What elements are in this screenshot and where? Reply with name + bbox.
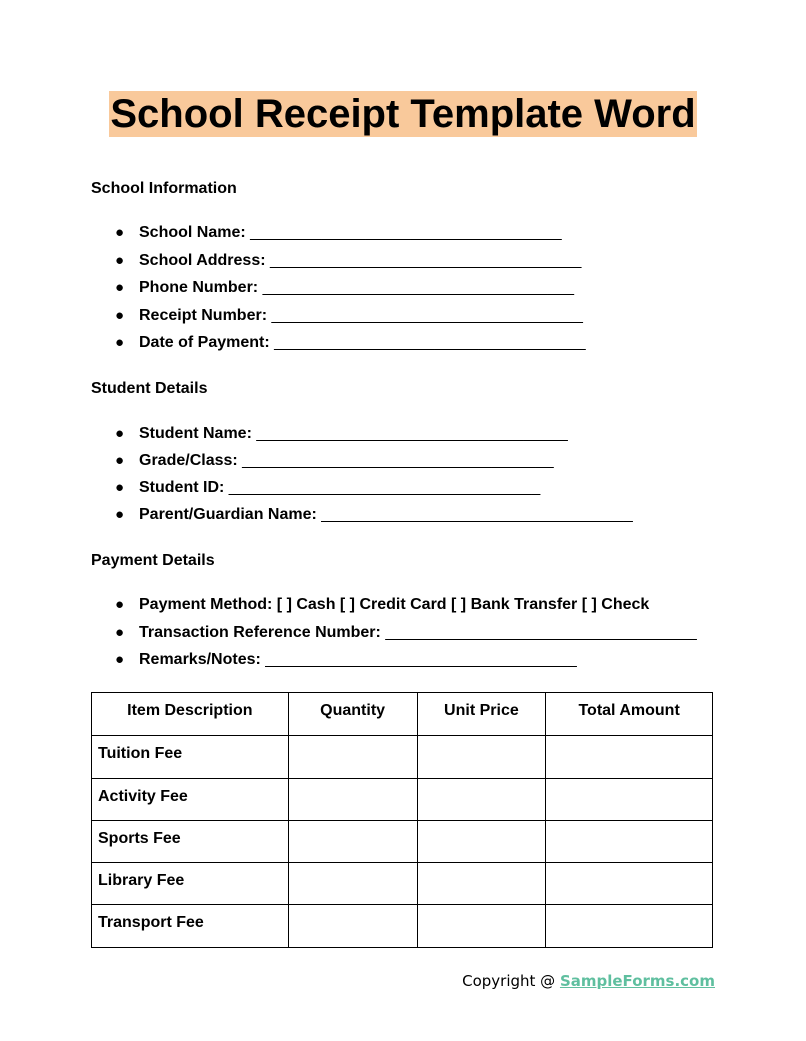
fill-in-blank[interactable]: ___________________________________ — [270, 251, 582, 269]
cell-total-amount[interactable] — [546, 779, 713, 821]
bullet-icon: ● — [115, 334, 125, 352]
field-receipt-number — [91, 306, 586, 334]
field-remarks-notes — [91, 650, 697, 678]
field-label: Student Name: — [139, 425, 252, 442]
cell-quantity[interactable] — [288, 736, 417, 779]
header-quantity: Quantity — [288, 693, 417, 736]
cell-unit-price[interactable] — [417, 736, 546, 779]
field-label: Transaction Reference Number: — [139, 623, 381, 641]
field-parent-guardian-name — [91, 505, 633, 532]
field-transaction-reference — [91, 623, 697, 651]
header-total-amount: Total Amount — [546, 693, 713, 736]
bullet-icon: ● — [115, 506, 125, 523]
cell-total-amount[interactable] — [546, 736, 713, 779]
fill-in-blank[interactable]: ___________________________________ — [321, 506, 633, 523]
title-container — [0, 91, 806, 137]
field-phone-number — [91, 278, 586, 306]
cell-total-amount[interactable] — [546, 905, 713, 948]
cell-total-amount[interactable] — [546, 821, 713, 863]
copyright-text: Copyright @ — [462, 972, 560, 990]
fill-in-blank[interactable]: ___________________________________ — [256, 425, 568, 442]
cell-unit-price[interactable] — [417, 863, 546, 905]
field-student-name — [91, 424, 633, 451]
page-title: School Receipt Template Word — [110, 92, 696, 136]
cell-quantity[interactable] — [288, 821, 417, 863]
header-item-description: Item Description — [92, 693, 289, 736]
cell-item-description: Sports Fee — [92, 821, 289, 863]
cell-unit-price[interactable] — [417, 779, 546, 821]
bullet-icon: ● — [115, 251, 125, 269]
table-row — [92, 821, 713, 863]
field-label: Phone Number: — [139, 279, 259, 297]
field-label: School Address: — [139, 251, 266, 269]
cell-item-description: Transport Fee — [92, 905, 289, 948]
bullet-icon: ● — [115, 452, 125, 469]
fill-in-blank[interactable]: ___________________________________ — [265, 651, 577, 668]
field-payment-method — [91, 595, 697, 623]
cell-item-description: Library Fee — [92, 863, 289, 905]
fill-in-blank[interactable]: ___________________________________ — [385, 623, 697, 641]
cell-total-amount[interactable] — [546, 863, 713, 905]
school-info-list — [91, 223, 586, 361]
bullet-icon: ● — [115, 224, 125, 241]
fill-in-blank[interactable]: ___________________________________ — [274, 334, 586, 352]
field-label: Remarks/Notes: — [139, 651, 261, 668]
table-row — [92, 736, 713, 779]
fill-in-blank[interactable]: ___________________________________ — [242, 452, 554, 469]
header-unit-price: Unit Price — [417, 693, 546, 736]
field-date-of-payment — [91, 333, 586, 361]
field-student-id — [91, 478, 633, 505]
cell-quantity[interactable] — [288, 863, 417, 905]
bullet-icon: ● — [115, 623, 125, 641]
cell-unit-price[interactable] — [417, 821, 546, 863]
field-school-name — [91, 223, 586, 251]
fill-in-blank[interactable]: ___________________________________ — [250, 224, 562, 241]
table-row — [92, 779, 713, 821]
table-row — [92, 905, 713, 948]
sampleforms-link[interactable]: SampleForms.com — [559, 972, 715, 990]
field-label: Student ID: — [139, 479, 225, 496]
field-label: Parent/Guardian Name: — [139, 506, 317, 523]
payment-details-heading: Payment Details — [91, 552, 215, 569]
payment-details-list — [91, 595, 697, 678]
student-details-list — [91, 424, 633, 532]
cell-quantity[interactable] — [288, 779, 417, 821]
fee-table — [91, 692, 713, 948]
field-label: Receipt Number: — [139, 306, 268, 324]
school-info-heading: School Information — [91, 180, 237, 197]
fill-in-blank[interactable]: ___________________________________ — [262, 279, 575, 297]
cell-item-description: Tuition Fee — [92, 736, 289, 779]
field-label: Grade/Class: — [139, 452, 238, 469]
cell-quantity[interactable] — [288, 905, 417, 948]
field-label: Date of Payment: — [139, 334, 270, 352]
table-row — [92, 863, 713, 905]
student-details-heading: Student Details — [91, 380, 208, 397]
bullet-icon: ● — [115, 425, 125, 442]
cell-unit-price[interactable] — [417, 905, 546, 948]
bullet-icon: ● — [115, 279, 125, 297]
bullet-icon: ● — [115, 479, 125, 496]
bullet-icon: ● — [115, 651, 125, 668]
copyright-footer — [462, 972, 715, 990]
bullet-icon: ● — [115, 306, 125, 324]
field-grade-class — [91, 451, 633, 478]
field-label: School Name: — [139, 224, 246, 241]
fill-in-blank[interactable]: ___________________________________ — [228, 479, 541, 496]
fill-in-blank[interactable]: ___________________________________ — [271, 306, 583, 324]
table-header-row — [92, 693, 713, 736]
field-school-address — [91, 251, 586, 279]
field-label: Payment Method: [ ] Cash [ ] Credit Card [ ] Bank Transfer [ ] Check — [139, 596, 650, 613]
cell-item-description: Activity Fee — [92, 779, 289, 821]
bullet-icon: ● — [115, 596, 125, 613]
